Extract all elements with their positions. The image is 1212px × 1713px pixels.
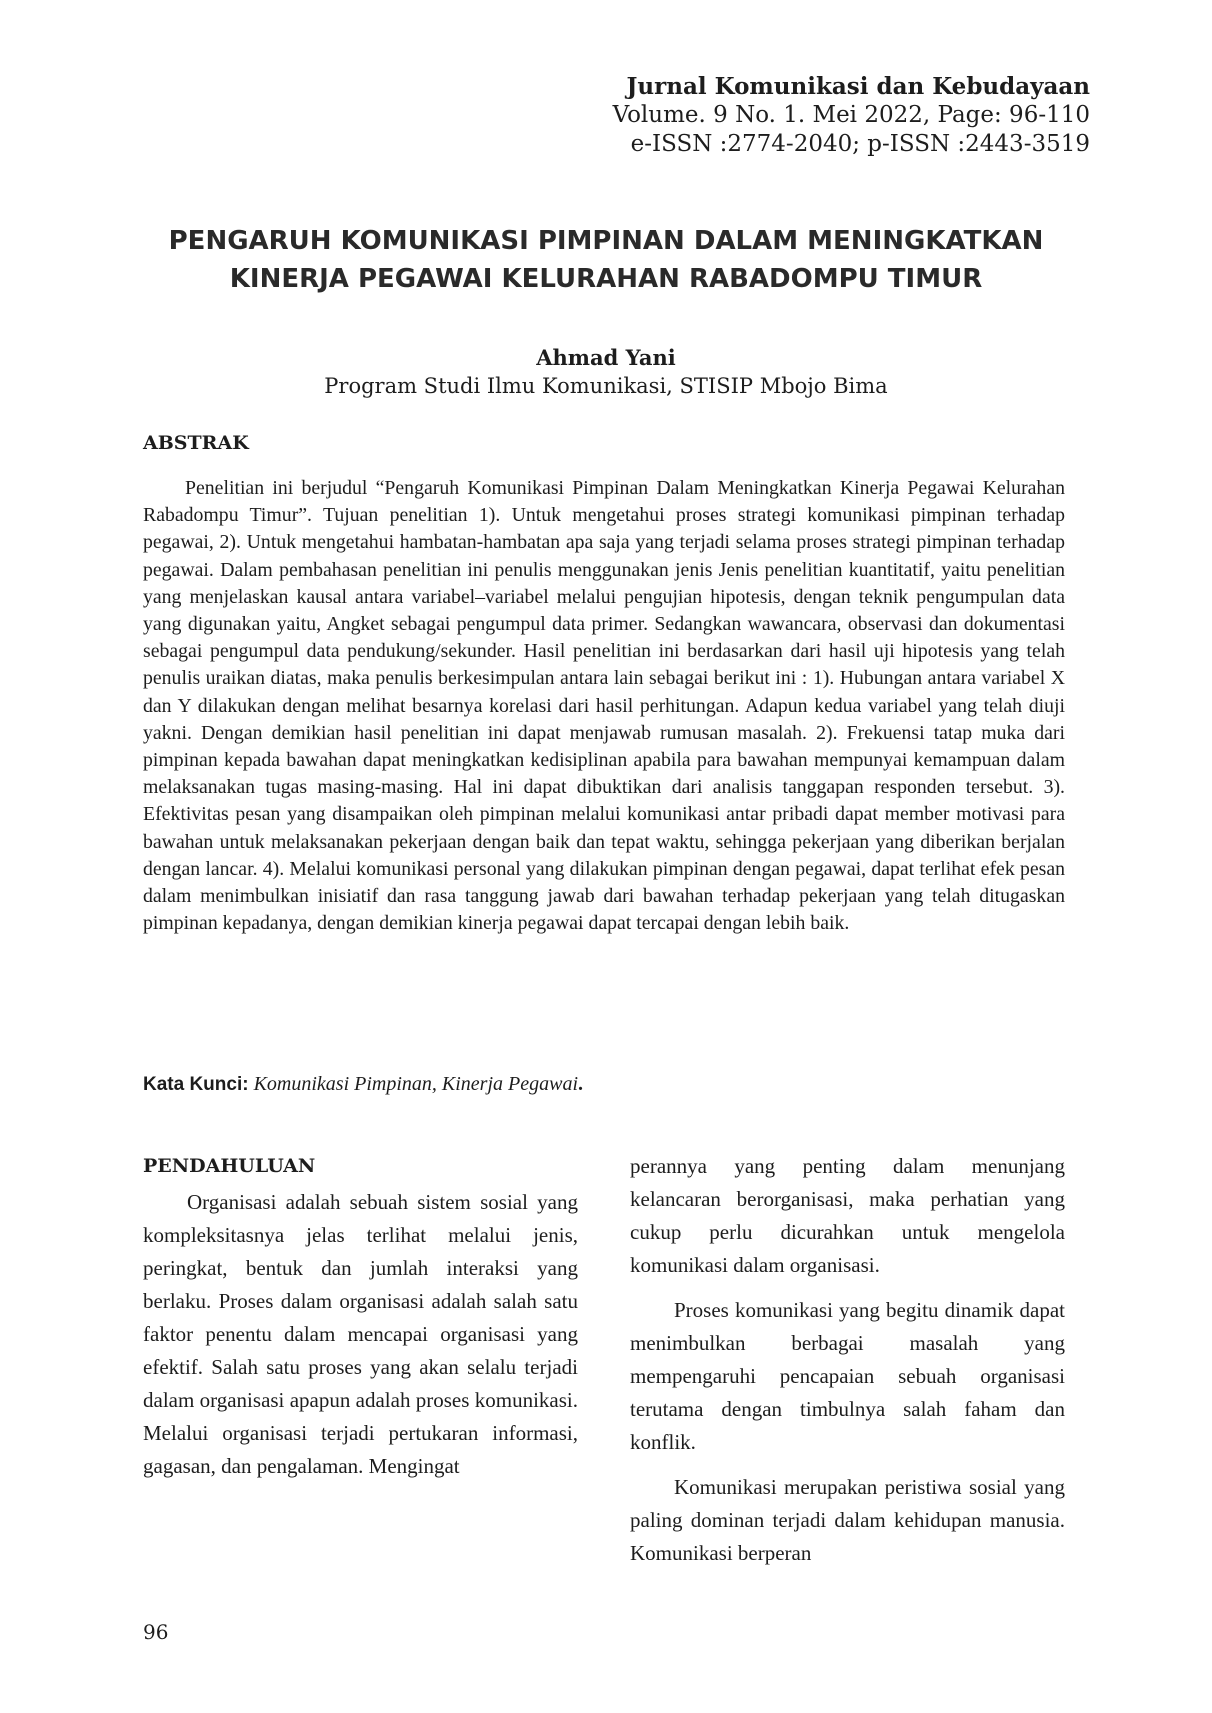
keywords-end: . xyxy=(578,1073,584,1095)
right-column xyxy=(630,1150,1065,1570)
journal-issn: e-ISSN :2774-2040; p-ISSN :2443-3519 xyxy=(630,131,1090,157)
abstract-text: Penelitian ini berjudul “Pengaruh Komunikasi Pimpinan Dalam Meningkatkan Kinerja Pegawai Kelurahan Rabadompu Timur”. Tujuan penelitian 1). Untuk mengetahui proses strategi komunikasi pimpinan terhadap pegawai, 2). Untuk mengetahui hambatan-hambatan apa saja yang terjadi selama proses strategi pimpinan terhadap pegawai. Dalam pembahasan penelitian ini penulis menggunakan jenis Jenis penelitian kuantitatif, yaitu penelitian yang menjelaskan kausal antara variabel–variabel melalui pengujian hipotesis, dengan teknik pengumpulan data yang digunakan yaitu, Angket sebagai pengumpul data primer. Sedangkan wawancara, observasi dan dokumentasi sebagai pengumpul data pendukung/sekunder. Hasil penelitian ini berdasarkan dari hasil uji hipotesis yang telah penulis uraikan diatas, maka penulis berkesimpulan antara lain sebagai berikut ini : 1). Hubungan antara variabel X dan Y dilakukan dengan melihat besarnya korelasi dari hasil perhitungan. Adapun kedua variabel yang telah diuji yakni. Dengan demikian hasil penelitian ini dapat menjawab rumusan masalah. 2). Frekuensi tatap muka dari pimpinan kepada bawahan dapat meningkatkan kedisiplinan apabila para bawahan mempunyai kemampuan dalam melaksanakan tugas masing-masing. Hal ini dapat dibuktikan dari analisis tanggapan responden tersebut. 3). Efektivitas pesan yang disampaikan oleh pimpinan melalui komunikasi antar pribadi dapat member motivasi para bawahan untuk melaksanakan pekerjaan dengan baik dan tepat waktu, sehingga pekerjaan yang diberikan berjalan dengan lancar. 4). Melalui komunikasi personal yang dilakukan pimpinan dengan pegawai, dapat terlihat efek pesan dalam menimbulkan inisiatif dan rasa tanggung jawab dari bawahan terhadap pekerjaan yang telah ditugaskan pimpinan kepadanya, dengan demikian kinerja pegawai dapat tercapai dengan lebih baik. xyxy=(143,477,1065,935)
intro-paragraph-3: Komunikasi merupakan peristiwa sosial yang paling dominan terjadi dalam kehidupan manusia. Komunikasi berperan xyxy=(630,1475,1065,1565)
intro-paragraph-1-cont: perannya yang penting dalam menunjang kelancaran berorganisasi, maka perhatian yang cukup perlu dicurahkan untuk mengelola komunikasi dalam organisasi. xyxy=(630,1154,1065,1277)
intro-paragraph-2: Proses komunikasi yang begitu dinamik dapat menimbulkan berbagai masalah yang mempengaruhi pencapaian sebuah organisasi terutama dengan timbulnya salah faham dan konflik. xyxy=(630,1298,1065,1454)
paper-title xyxy=(0,222,1212,298)
intro-heading: PENDAHULUAN xyxy=(143,1155,316,1177)
title-line-1: PENGARUH KOMUNIKASI PIMPINAN DALAM MENINGKATKAN xyxy=(168,226,1044,256)
author-affiliation: Program Studi Ilmu Komunikasi, STISIP Mbojo Bima xyxy=(324,374,888,398)
author-name: Ahmad Yani xyxy=(536,345,676,370)
intro-paragraph-1: Organisasi adalah sebuah sistem sosial yang kompleksitasnya jelas terlihat melalui jenis, peringkat, bentuk dan jumlah interaksi yang berlaku. Proses dalam organisasi adalah salah satu faktor penentu dalam mencapai organisasi yang efektif. Salah satu proses yang akan selalu terjadi dalam organisasi apapun adalah proses komunikasi. Melalui organisasi terjadi pertukaran informasi, gagasan, dan pengalaman. Mengingat xyxy=(143,1190,578,1478)
journal-header xyxy=(613,72,1090,159)
title-line-2: KINERJA PEGAWAI KELURAHAN RABADOMPU TIMUR xyxy=(229,264,983,294)
abstract-heading: ABSTRAK xyxy=(143,432,249,454)
journal-name: Jurnal Komunikasi dan Kebudayaan xyxy=(626,73,1090,100)
journal-volume: Volume. 9 No. 1. Mei 2022, Page: 96-110 xyxy=(612,102,1090,128)
page-number: 96 xyxy=(143,1620,169,1644)
left-column xyxy=(143,1186,578,1483)
keywords-label: Kata Kunci: xyxy=(143,1074,249,1095)
keywords-value: Komunikasi Pimpinan, Kinerja Pegawai xyxy=(253,1073,579,1095)
author-block xyxy=(0,344,1212,400)
keywords xyxy=(143,1073,583,1096)
